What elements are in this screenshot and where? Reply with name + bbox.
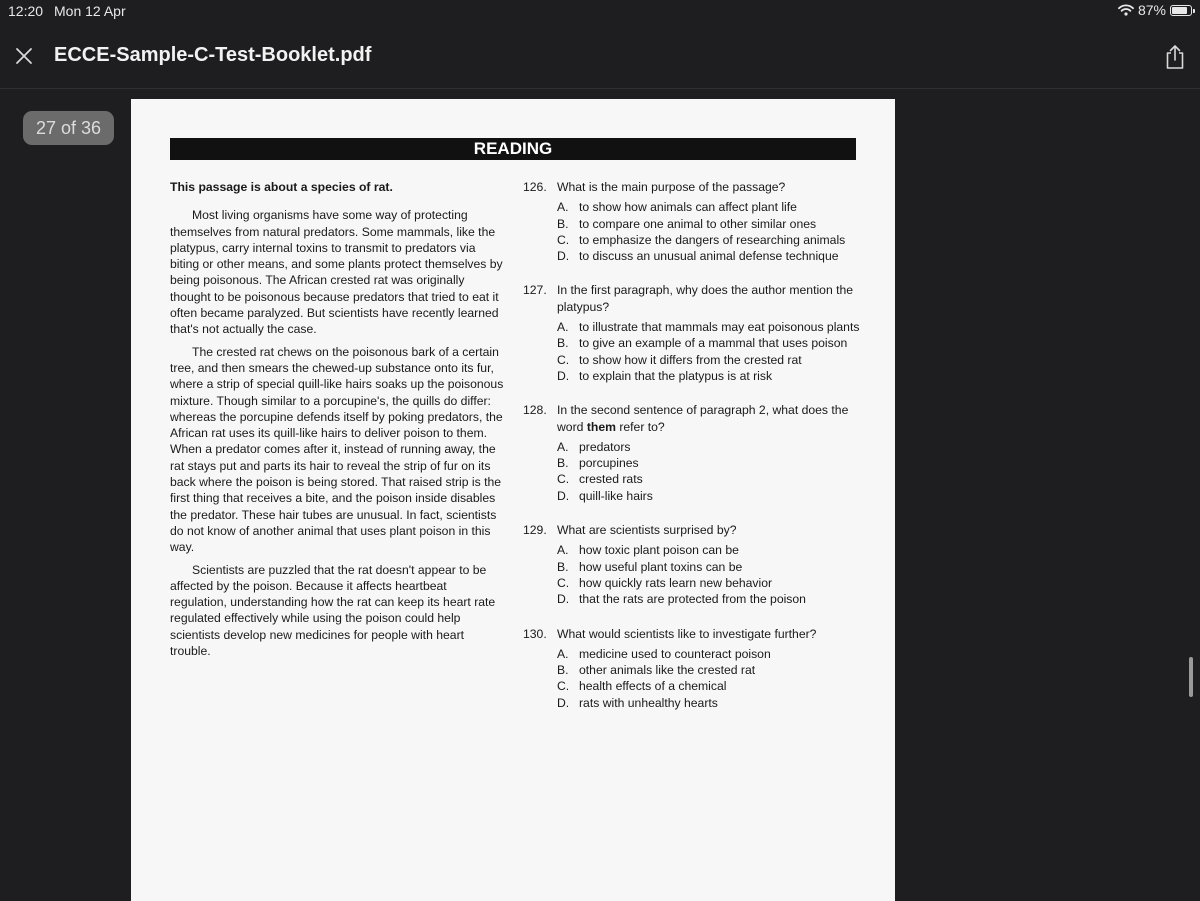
answer-option: C. to show how it differs from the crested rat: [557, 352, 802, 367]
answer-option: C. health effects of a chemical: [557, 679, 727, 694]
status-time: 12:20: [8, 3, 44, 19]
answer-option: A. predators: [557, 439, 631, 454]
question-number: 130.: [523, 626, 547, 641]
reading-passage: [170, 179, 505, 665]
answer-option: C. to emphasize the dangers of researching animals: [557, 232, 846, 247]
question-130: [523, 626, 863, 711]
answer-option: B. porcupines: [557, 456, 639, 471]
answer-option: B. to give an example of a mammal that uses poison: [557, 336, 848, 351]
question-number: 128.: [523, 403, 547, 418]
question-128: [523, 402, 863, 504]
section-title: READING: [170, 138, 856, 160]
question-129: [523, 522, 863, 607]
scroll-indicator[interactable]: [1189, 657, 1193, 697]
share-icon: [1164, 44, 1186, 70]
answer-option: D. quill-like hairs: [557, 488, 653, 503]
answer-option: D. that the rats are protected from the poison: [557, 592, 806, 607]
question-text: What is the main purpose of the passage?: [557, 180, 786, 194]
battery-icon: [1170, 5, 1192, 16]
answer-option: A. to show how animals can affect plant life: [557, 200, 797, 215]
share-button[interactable]: [1164, 44, 1186, 70]
answer-option: B. other animals like the crested rat: [557, 663, 756, 678]
questions-list: [523, 179, 863, 729]
status-right: [1118, 2, 1192, 18]
answer-option: C. crested rats: [557, 472, 643, 487]
question-text: What would scientists like to investigate further?: [557, 626, 817, 641]
question-number: 126.: [523, 180, 547, 194]
question-text: In the second sentence of paragraph 2, what does the word them refer to?: [557, 403, 849, 434]
document-toolbar: [0, 24, 1200, 89]
answer-option: D. to discuss an unusual animal defense technique: [557, 249, 839, 264]
battery-percent: 87%: [1137, 2, 1166, 18]
answer-option: B. how useful plant toxins can be: [557, 559, 743, 574]
question-126: [523, 179, 863, 264]
wifi-icon: [1118, 4, 1134, 16]
answer-option: A. medicine used to counteract poison: [557, 646, 771, 661]
status-bar: [0, 0, 1200, 24]
question-127: [523, 282, 863, 384]
question-text: What are scientists surprised by?: [557, 523, 737, 538]
close-icon: [14, 46, 34, 66]
answer-option: B. to compare one animal to other similar ones: [557, 216, 817, 231]
question-number: 129.: [523, 523, 547, 538]
passage-intro: This passage is about a species of rat.: [170, 180, 393, 194]
page-indicator[interactable]: 27 of 36: [23, 111, 114, 145]
answer-option: D. rats with unhealthy hearts: [557, 695, 718, 710]
pdf-page[interactable]: [131, 99, 895, 901]
document-title: ECCE-Sample-C-Test-Booklet.pdf: [54, 44, 372, 66]
question-number: 127.: [523, 283, 547, 298]
close-button[interactable]: [14, 46, 34, 66]
status-date: Mon 12 Apr: [54, 3, 126, 19]
passage-paragraph-3: Scientists are puzzled that the rat doesn't appear to be affected by the poison. Because it affects heartbeat regulation, understanding how the rat can keep its heart rate regulated effectively while using the poison could help scientists develop new medicines for people with heart trouble.: [170, 562, 496, 659]
passage-paragraph-1: Most living organisms have some way of protecting themselves from natural predators. Some mammals, like the platypus, carry internal toxins to transmit to predators via biting or other means, and some plants protect themselves by being poisonous. The African crested rat was originally thought to be poisonous because predators that tried to eat it often became paralyzed. But scientists have recently learned that's not actually the case.: [170, 208, 503, 337]
passage-paragraph-2: The crested rat chews on the poisonous bark of a certain tree, and then smears the chewed-up substance onto its fur, where a strip of special quill-like hairs soaks up the poisonous mixture. Though similar to a porcupine's, the quills do differ: whereas the porcupine defends itself by poking predators, the African rat uses its quill-like hairs to deliver poison to them. When a predator comes after it, instead of running away, the rat stays put and parts its hair to reveal the strip of fur on its back where the poison is being stored. That raised strip is the first thing that receives a bite, and the poison inside disables the predator. These hair tubes are unusual. In fact, scientists do not know of another animal that uses plant poison in this way.: [170, 344, 504, 555]
answer-option: C. how quickly rats learn new behavior: [557, 575, 773, 590]
question-text: In the first paragraph, why does the author mention the platypus?: [557, 283, 854, 314]
battery-level: [1172, 7, 1187, 14]
answer-option: A. how toxic plant poison can be: [557, 543, 739, 558]
answer-option: A. to illustrate that mammals may eat poisonous plants: [557, 320, 860, 335]
answer-option: D. to explain that the platypus is at risk: [557, 368, 773, 383]
